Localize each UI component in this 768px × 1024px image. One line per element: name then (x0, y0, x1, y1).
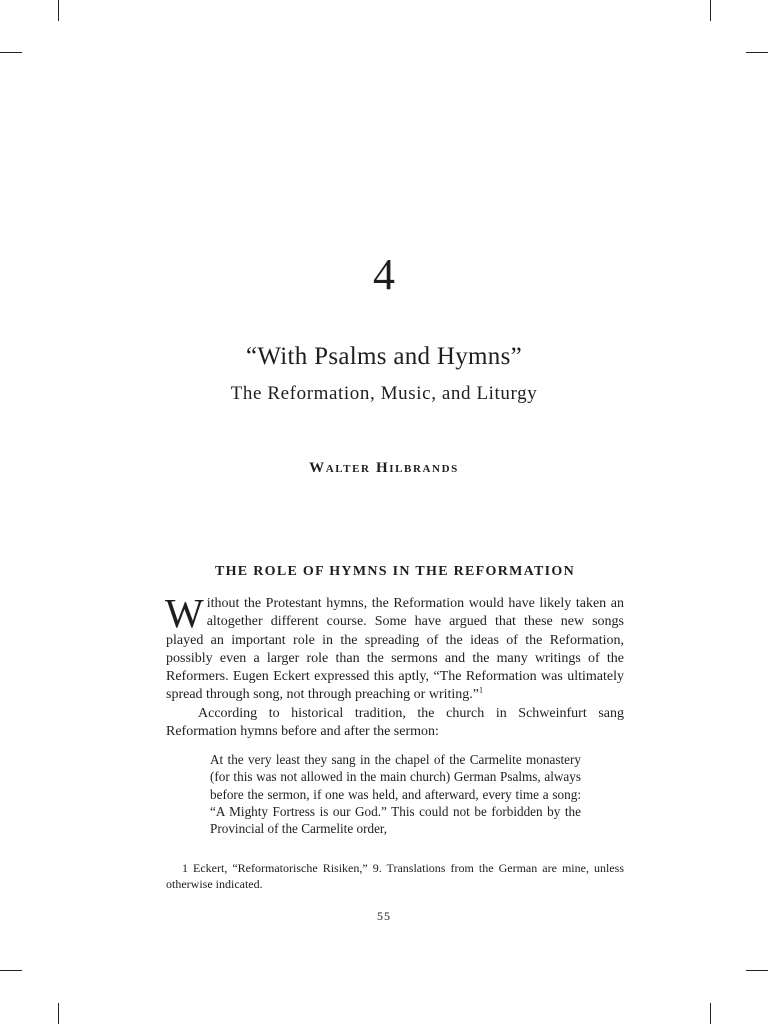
chapter-number: 4 (373, 250, 395, 299)
page-number: 55 (377, 909, 391, 923)
block-quote: At the very least they sang in the chapel of the Carmelite monastery (for this was not allowed in the main church) German Psalms, always before the sermon, if one was held, and afterward, every time a song: “A Mighty Fortress is our God.” This could not be forbidden by the Provincial of the Carmelite order, (210, 752, 581, 837)
crop-mark-right-top (746, 52, 768, 53)
crop-mark-bottom-right (710, 1003, 711, 1024)
footnote (166, 860, 624, 892)
section-heading: THE ROLE OF HYMNS IN THE REFORMATION (214, 564, 575, 579)
paragraph-1 (165, 590, 624, 705)
drop-cap: W (165, 590, 204, 636)
crop-mark-right-bottom (746, 970, 768, 971)
crop-mark-left-top (0, 52, 22, 53)
crop-mark-top-left (58, 0, 59, 21)
paragraph-1-text: ithout the Protestant hymns, the Reformation would have likely taken an altogether different course. Some have argued that these new songs played an important role in the spreading of the ideas of the Reformation, possibly even a larger role than the sermons and the many writings of the Reformers. Eugen Eckert expressed this aptly, “The Reformation was ultimately spread through song, not through preaching or writing.” (166, 596, 624, 703)
footnote-text: Eckert, “Reformatorische Risiken,” 9. Translations from the German are mine, unless otherwise indicated. (166, 861, 624, 891)
chapter-title: “With Psalms and Hymns” (245, 343, 522, 370)
footnote-number: 1 (182, 861, 188, 875)
author-name: Walter Hilbrands (309, 460, 459, 476)
body-text (165, 590, 624, 741)
crop-mark-top-right (710, 0, 711, 21)
footnote-reference[interactable]: 1 (479, 685, 483, 695)
crop-mark-left-bottom (0, 970, 22, 971)
crop-mark-bottom-left (58, 1003, 59, 1024)
paragraph-2: According to historical tradition, the church in Schweinfurt sang Reformation hymns before and after the sermon: (166, 705, 624, 740)
chapter-subtitle: The Reformation, Music, and Liturgy (230, 383, 538, 404)
